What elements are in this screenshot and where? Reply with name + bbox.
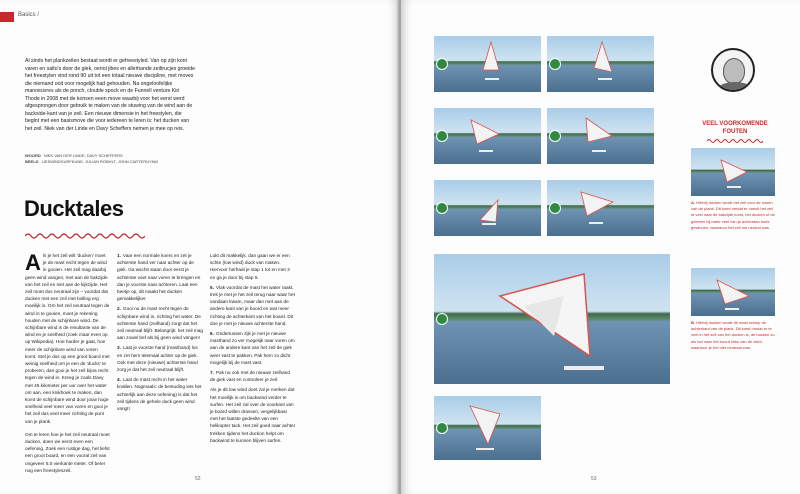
sequence-photo-5 — [434, 180, 541, 236]
body-text: Lukt dit makkelijk, dan gaan we er een schte (low wind) duck van maken. Hiervoor herhaal je stap 1 tot en met 3 en ga je door bij stap 5. — [210, 253, 290, 280]
mistake-text-a: A. Hierbij ducken wordt het zeil voor de nosen van de plank. Dit komt omdat er vanuit het zeil te veel naar de bakzijde komt, het ducken of de gelehen bij harte veel van je achteraan hoek gewinnen, waardoor het zeil nie neutral was. — [691, 200, 775, 230]
step-item: 1. Vaar een normale koers en zet je achterste hand ver naar achter op de giek. Ga wschit staan door eerst je achterste voet naar voren te brengen en dan je voorste naar achteren. Laat een beetje op, dit maakt het ducken gemakkelijker. — [117, 253, 201, 302]
article-headline: Ducktales — [24, 196, 124, 221]
step-item: 6. Ondertussen zijk je met je nieuwe masthand zo ver mogelijk naar voren om aan de andere kant van het zeil de giek weer vast te pakken. Pak hem zo dicht mogelijk bij de mast vast. — [210, 331, 295, 365]
left-page — [0, 0, 399, 494]
decorative-wave — [25, 232, 145, 240]
page-number: 53 — [591, 476, 597, 482]
windsurfer-icon — [577, 186, 617, 226]
credits-beeld: LIESWINDSURFKUNE, JULIAN ROBHLT, JOHN CARTERUYNM — [41, 159, 158, 164]
sidebar-title: VEEL VOORKOMENDE FOUTEN — [702, 121, 768, 135]
avatar-face — [723, 58, 745, 84]
section-tab: Basics / — [0, 12, 62, 23]
body-column-2 — [117, 252, 203, 415]
sequence-photo-3 — [434, 108, 541, 164]
dropcap: A — [25, 250, 41, 275]
step-marker — [436, 313, 448, 325]
windsurfer-icon — [469, 114, 503, 154]
windsurfer-icon — [466, 400, 506, 452]
windsurfer-icon — [476, 196, 502, 226]
body-text: Als je dit low wind doet zal je merken dat het moeilijk is om backwind verder te surfen. Het zeil zal over de voorkant van je board willen drassen, vergelijkbaar met het laatste gedeelte van een helikopter tack. Het zeil goed naar achter trekken tijdens het duckon helpt om backwind te kunnen blijven surfen. — [210, 387, 296, 443]
mistake-photo-a — [691, 148, 775, 196]
step-item: 3. Laat je voorste hand (masthand) los en zet hem telemaal achter op de giek. Ook met deze (nieuwe) achterste hand zorg je dat het zeil neutraal blijft. — [117, 345, 198, 373]
step-marker — [549, 58, 561, 70]
windsurfer-icon — [582, 114, 616, 154]
step-marker — [549, 202, 561, 214]
body-column-3 — [210, 252, 296, 444]
step-item: 2. Gooi nu de mast recht tegen de schijnbare wind in, richting het water. De achterste hand (zeilhand) zorgt dat het zeil neutraal blijft. Belangrijk: het zeil mag aan zowel bef als bij geen wind vangen! — [117, 306, 203, 341]
sequence-photo-last — [434, 396, 541, 460]
sequence-photo-large — [434, 254, 670, 384]
windsurfer-icon — [479, 40, 501, 84]
mistake-text-b: B. Hierbij ducken wordt de mast schuip de achterkant van de plank. Dit komt omdat er te veel in het zeil van het ducken is, de backen zo als het naar het boord links van de wind, waardoor je het niet neutraal was. — [691, 320, 775, 350]
windsurfer-icon — [592, 40, 614, 84]
intro-paragraph: Al sinds het plankzeilen bestaat wordt er gefreestyled. Van op zijn kont varen en salto's door de giek, oeriol jibes en allerhande zeiltrucjes groeide het freestylen vind rond 90 uit tot een totaal nieuwe discipline, met moves die niemand ooit voor mogelijk had gehouden. Na ongeloofelijke manoeuvres als de ponch, clouble spock en de Funnell venture Kiri Thode in 2008 met de konsen eeen move waarbij voor het eerst werd afgesprongen door gebruik te maken van de stuwing van de wind aan de backside-kant van je zeil. Een nieuwe dimensie in het freestylen, die begint met een basismove die voor iedereen te leren is: het ducken van het zeil. Niek van der Linde en Davy Scheffers nemen je mee op reis. — [25, 58, 195, 132]
body-text: Om te leren hoe je het zeil neutraal moet ducken, doen we eerst even een oefening. Zoek een rustige dag, het liefst een groot board, en een vooral zeil van ongeveer 5.0 vierkante meter. Of beter nog een freestyleszeil. — [25, 431, 110, 473]
mistake-photo-b — [691, 268, 775, 316]
body-text: ls je het zeil wilt 'ducken' moet je de mast recht tegen de wind in gooien. Het zeil mag daarbij geen wind vangen, met aan de bakzijde van het zeil en niet aan de kijkzijde. Het zeil moet dus neutraal zijn – voordat dat ducken met een zeil met bolling erg moeilijk is. Om het zeil neutraal tegen de wind in te gooien, moet je rekening houden met de schijnbare wind. De schijnbare wind is de resultante van de wind en je snelheid (zoek maar even op op Wikipedia). Hoe harder je gaat, hoe meer de schijnbare wind van voren komt. Stel je dus op een groot board met weinig snelheid om je een de 'ducks' te proberen, dan gooi je het zeil bijna recht tegen de wind in. Kreeg je zoals Davy met 45 kilometer per uur over het water om aan, een knikhoek te maken, dan komt de schijnbare wind door jouw hoge snelheid veel meer van voren en gooi je het zeil dus veel meer richting de punt van je plank. — [25, 253, 110, 424]
windsurfer-icon — [713, 272, 753, 312]
avatar-body — [717, 82, 753, 92]
credits-beeld-label: BEELD — [25, 159, 39, 164]
credits-woord: NIEK VAN DER LINDE, DAVY SCHEFFERS — [43, 153, 123, 158]
credits-woord-label: WOORD — [25, 153, 41, 158]
sequence-photo-1 — [434, 36, 541, 92]
step-marker — [436, 422, 448, 434]
avatar — [711, 48, 755, 92]
windsurfer-icon — [717, 154, 751, 190]
credits — [25, 153, 195, 165]
decorative-wave — [707, 138, 763, 144]
sequence-photo-6 — [547, 180, 654, 236]
body-column-1 — [25, 252, 110, 474]
windsurfer-icon — [494, 266, 604, 376]
right-page — [401, 0, 800, 494]
step-item: 7. Pak nu ook met de nieuwe zeilhand de giek vast en controleer je zeil. — [210, 370, 290, 383]
step-marker — [436, 202, 448, 214]
step-item: 4. Laat de mast recht in het water knallen. Nogmaals: de bestuding iets het achterlijk aan deze oefening) is dat het zeil tijdens de gehele duck geen wind vangt! — [117, 377, 202, 412]
page-number: 52 — [195, 476, 201, 482]
step-item: 5. Vlak voordat de mast het water raakt, trek je met je het zeil terug naar waar het vandaan kwam, maar dan met aan de andere kant van je boord en wat meer richting de achterkant van het board. Dit doe je met je nieuwe achterste hand. — [210, 284, 295, 326]
step-marker — [549, 130, 561, 142]
sequence-photo-4 — [547, 108, 654, 164]
step-marker — [436, 58, 448, 70]
sequence-photo-2 — [547, 36, 654, 92]
step-marker — [436, 130, 448, 142]
